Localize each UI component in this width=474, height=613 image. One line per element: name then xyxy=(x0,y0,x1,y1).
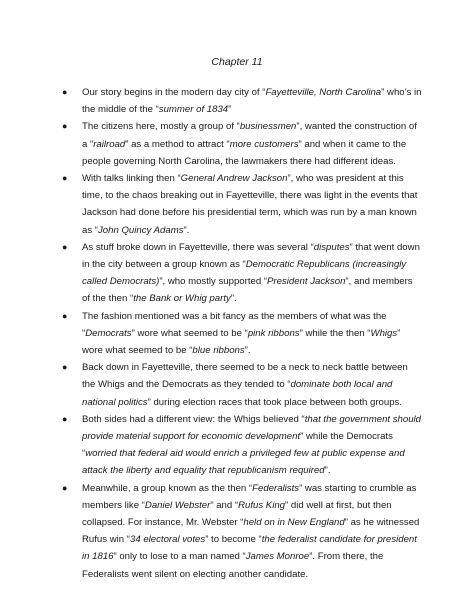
italic-text: blue ribbons xyxy=(192,345,245,357)
text-run: ” was starting to crumble as members like “ xyxy=(82,482,417,511)
bullet-dot-icon: ● xyxy=(62,173,68,184)
text-run: ” and “ xyxy=(210,499,239,511)
chapter-title: Chapter 11 xyxy=(211,56,263,68)
text-run: ” did well at first, but then collapsed. For instance, Mr. Webster “ xyxy=(82,499,392,529)
text-run: Meanwhile, a group known as the then “ xyxy=(82,482,253,494)
text-run: ”. From there, the Federalists went silent on electing another candidate. xyxy=(82,551,384,580)
bullet-item xyxy=(62,170,422,239)
text-run: The fashion mentioned was a bit fancy as the members of what was the “ xyxy=(82,310,387,339)
text-run: ” only to lose to a man named “ xyxy=(113,551,246,563)
text-run: As stuff broke down in Fayetteville, there was several “ xyxy=(82,241,314,253)
text-run: ” while the then “ xyxy=(299,327,371,339)
italic-text: that the government should provide material support for economic development xyxy=(82,413,422,443)
text-run: ”. xyxy=(230,293,237,305)
italic-text: John Quincy Adams xyxy=(98,224,184,236)
bullet-dot-icon: ● xyxy=(62,241,68,252)
bullet-item xyxy=(62,118,422,170)
bullet-item xyxy=(62,308,422,360)
italic-text: Rufus King xyxy=(238,499,285,511)
text-run: ”. xyxy=(183,224,190,236)
text-run: ”, wanted the construction of a “ xyxy=(82,121,417,150)
text-run: ”. xyxy=(244,345,251,357)
bullet-dot-icon: ● xyxy=(62,482,68,493)
bullet-dot-icon: ● xyxy=(62,413,68,424)
text-run: ” and when it came to the people governing North Carolina, the lawmakers there had different ideas. xyxy=(82,138,407,167)
text-run: ” xyxy=(228,104,232,116)
italic-text: worried that federal aid would enrich a privileged few at public expense and attack the liberty and equality that republicanism required xyxy=(82,448,405,477)
text-run: ”, and members of the then “ xyxy=(82,276,413,305)
text-run: ” while the Democrats “ xyxy=(82,431,393,460)
text-run: The citizens here, mostly a group of “ xyxy=(82,121,240,133)
italic-text: disputes xyxy=(313,241,350,253)
bullet-item xyxy=(62,239,422,308)
italic-text: Democratic Republicans (increasingly called Democrats) xyxy=(82,259,407,288)
italic-text: General Andrew Jackson xyxy=(180,173,288,185)
italic-text: Daniel Webster xyxy=(144,499,211,511)
bullet-item xyxy=(62,84,422,118)
italic-text: businessmen xyxy=(239,121,297,133)
bullet-list xyxy=(62,84,422,583)
italic-text: dominate both local and national politics xyxy=(82,379,393,408)
text-run: ”, who mostly supported “ xyxy=(159,276,268,288)
italic-text: the federalist candidate for president in 1816 xyxy=(82,534,417,563)
italic-text: James Monroe xyxy=(245,551,310,563)
italic-text: railroad xyxy=(93,138,126,150)
italic-text: summer of 1834 xyxy=(158,104,229,116)
text-run: ” during election races that took place between both groups. xyxy=(147,396,403,408)
text-run: Both sides had a different view: the Whigs believed “ xyxy=(82,413,305,425)
italic-text: Federalists xyxy=(252,482,300,494)
bullet-dot-icon: ● xyxy=(62,310,68,321)
bullet-item xyxy=(62,359,422,411)
italic-text: the Bank or Whig party xyxy=(133,293,231,305)
italic-text: President Jackson xyxy=(267,276,346,288)
text-run: ” who’s in the middle of the “ xyxy=(82,87,422,116)
bullet-dot-icon: ● xyxy=(62,362,68,373)
italic-text: more customers xyxy=(229,138,299,150)
italic-text: Democrats xyxy=(85,327,132,339)
text-run: Our story begins in the modern day city of “ xyxy=(82,87,266,98)
text-run: ”, who was president at this time, to the chaos breaking out in Fayetteville, there was light in the events that Jackson had done before his presidential term, which was run by a man known as “ xyxy=(82,173,418,236)
bullet-item xyxy=(62,411,422,480)
text-run: ” as a method to attract “ xyxy=(125,138,230,150)
bullet-dot-icon: ● xyxy=(62,121,68,132)
text-run: ” wore what seemed to be “ xyxy=(131,327,248,339)
italic-text: Fayetteville, North Carolina xyxy=(265,87,382,98)
text-run: ” wore what seemed to be “ xyxy=(82,327,401,357)
bullet-item xyxy=(62,480,422,583)
italic-text: pink ribbons xyxy=(247,327,300,339)
text-run: With talks linking then “ xyxy=(82,173,181,185)
italic-text: Whigs xyxy=(370,327,398,339)
text-run: Back down in Fayetteville, there seemed to be a neck to neck battle between the Whigs and the Democrats as they tended to “ xyxy=(82,362,408,391)
text-run: ” that went down in the city between a group known as “ xyxy=(82,241,420,271)
text-run: ”. xyxy=(324,465,331,477)
bullet-dot-icon: ● xyxy=(62,87,68,97)
text-run: ” to become “ xyxy=(205,534,262,546)
italic-text: 34 electoral votes xyxy=(129,534,206,546)
italic-text: held on in New England xyxy=(243,517,345,529)
text-run: ” as he witnessed Rufus win “ xyxy=(82,517,420,546)
